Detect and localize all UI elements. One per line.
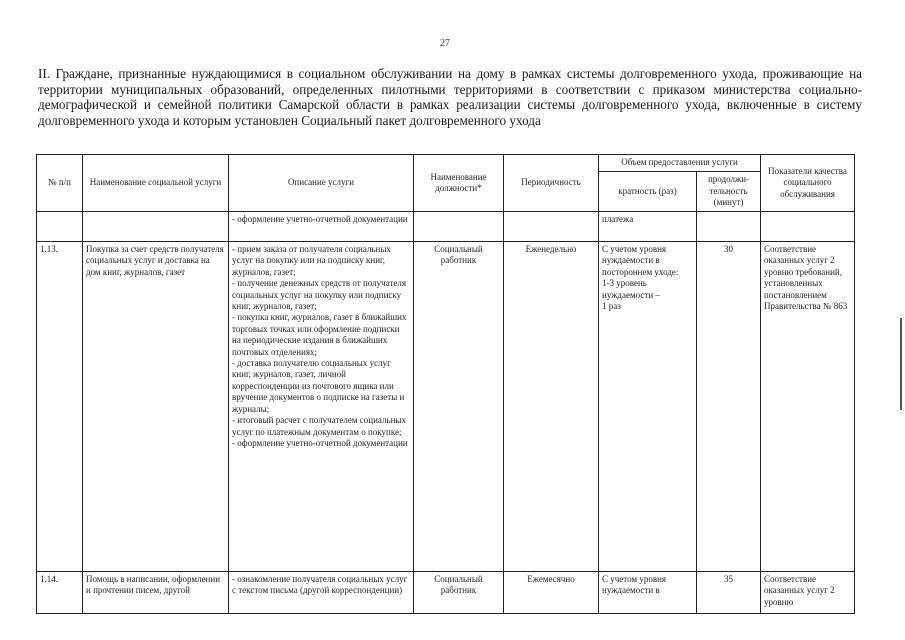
cell-empty <box>697 212 761 242</box>
cell-quality: Соответствие оказанных услуг 2 уровню требований, установленных постановлением Правительства № 863 <box>761 242 855 572</box>
header-volume: Объем предоставления услуги <box>599 155 761 172</box>
services-table <box>36 154 855 614</box>
cell-service: Помощь в написании, оформлении и прочтении писем, другой <box>83 572 229 614</box>
cell-position: Социальный работник <box>414 242 504 572</box>
cell-empty <box>83 212 229 242</box>
cell-duration: 30 <box>697 242 761 572</box>
cell-position: Социальный работник <box>414 572 504 614</box>
header-description: Описание услуги <box>229 155 414 212</box>
cell-periodicity: Еженедельно <box>504 242 599 572</box>
header-num: № п/п <box>37 155 83 212</box>
header-multiplicity: кратность (раз) <box>599 172 697 212</box>
page-number: 27 <box>440 38 450 49</box>
table-row-continued <box>37 212 855 242</box>
cell-num: 1.14. <box>37 572 83 614</box>
table-row <box>37 242 855 572</box>
cell-num: 1.13. <box>37 242 83 572</box>
table-row <box>37 572 855 614</box>
cell-empty <box>761 212 855 242</box>
header-position: Наименование должности* <box>414 155 504 212</box>
cell-multiplicity: платежа <box>599 212 697 242</box>
header-quality: Показатели качества социального обслуживания <box>761 155 855 212</box>
cell-empty <box>37 212 83 242</box>
header-row <box>37 155 855 172</box>
header-service: Наименование социальной услуги <box>83 155 229 212</box>
cell-multiplicity: С учетом уровня нуждаемости в <box>599 572 697 614</box>
cell-empty <box>504 212 599 242</box>
scan-edge-mark <box>900 318 902 410</box>
cell-multiplicity: С учетом уровня нуждаемости в постороннем уходе: 1-3 уровень нуждаемости – 1 раз <box>599 242 697 572</box>
cell-description: - прием заказа от получателя социальных услуг на покупку или на подписку книг, журналов, газет; - получение денежных средств от получателя социальных услуг на покупку или подписку книг, журналов, газет; - покупка книг, журналов, газет в ближайших торговых точках или оформление подписки на периодические издания в ближайших почтовых отделениях; - доставка получателю социальных услуг книг, журналов, газет, личной корреспонденции из почтового ящика или вручение документов о подписке на газеты и журналы; - итоговый расчет с получателем социальных услуг по платежным документам о покупке; - оформление учетно-отчетной документации <box>229 242 414 572</box>
cell-service: Покупка за счет средств получателя социальных услуг и доставка на дом книг, журналов, газет <box>83 242 229 572</box>
cell-duration: 35 <box>697 572 761 614</box>
header-periodicity: Периодичность <box>504 155 599 212</box>
section-title: II. Граждане, признанные нуждающимися в социальном обслуживании на дому в рамках системы долговременного ухода, проживающие на территории муниципальных образований, определенных пилотными территориями в соответствии с приказом министерства социально-демографической и семейной политики Самарской области в рамках реализации системы долговременного ухода, включенные в систему долговременного ухода и которым установлен Социальный пакет долговременного ухода <box>38 66 862 128</box>
cell-empty <box>414 212 504 242</box>
cell-quality: Соответствие оказанных услуг 2 уровню <box>761 572 855 614</box>
cell-periodicity: Ежемесячно <box>504 572 599 614</box>
cell-description: - оформление учетно-отчетной документации <box>229 212 414 242</box>
header-duration: продолжи-тельность (минут) <box>697 172 761 212</box>
cell-description: - ознакомление получателя социальных услуг с текстом письма (другой корреспонденции) <box>229 572 414 614</box>
